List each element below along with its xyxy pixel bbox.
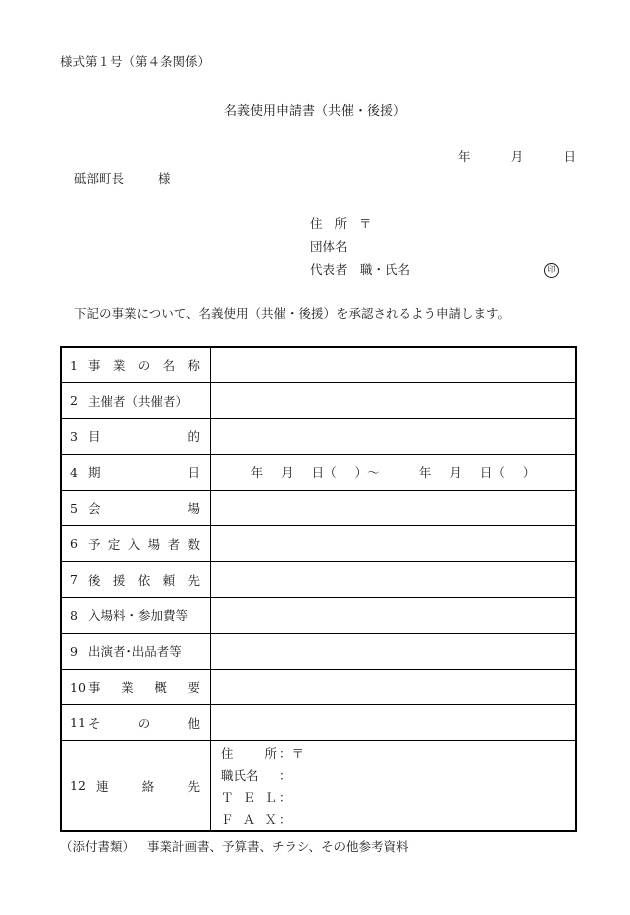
table-row xyxy=(61,562,576,598)
period-end-year: 年 xyxy=(418,465,432,481)
table-row xyxy=(61,598,576,634)
label-char: Ｅ xyxy=(242,789,256,805)
table-row xyxy=(61,669,576,705)
venue-field[interactable] xyxy=(211,490,577,526)
table-row xyxy=(61,741,576,831)
label-char: 所 xyxy=(264,745,277,761)
address-char-1: 住 xyxy=(310,216,323,231)
label-char: 他 xyxy=(187,715,200,731)
label-char: Ｘ xyxy=(264,811,277,827)
contact-tel-line xyxy=(211,786,575,808)
row-number: 11 xyxy=(70,715,86,731)
row-label xyxy=(61,598,211,634)
date-year-label: 年 xyxy=(458,149,471,164)
label-char: 依 xyxy=(137,572,151,588)
label-char: 住 xyxy=(221,745,234,761)
label-char: 先 xyxy=(187,572,200,588)
row-number: 12 xyxy=(70,778,86,794)
label-char: 日 xyxy=(187,465,200,481)
purpose-field[interactable] xyxy=(211,419,577,455)
row-label xyxy=(61,347,211,383)
label-char: 頼 xyxy=(162,572,176,588)
organizer-field[interactable] xyxy=(211,383,577,419)
period-start-weekday-close: ）～ xyxy=(354,465,380,481)
label-char: 入 xyxy=(127,536,141,552)
contact-name-line xyxy=(211,764,575,786)
label-char: 先 xyxy=(187,778,200,794)
expected-attendance-field[interactable] xyxy=(211,526,577,562)
period-field[interactable] xyxy=(211,454,577,490)
label-char: 連 xyxy=(96,778,109,794)
table-row xyxy=(61,633,576,669)
label-char: 期 xyxy=(88,465,101,481)
label-char: Ａ xyxy=(242,811,256,827)
postal-mark: 〒 xyxy=(359,216,372,231)
contact-address-line xyxy=(211,742,575,764)
table-row xyxy=(61,490,576,526)
row-label xyxy=(61,562,211,598)
contact-field[interactable] xyxy=(211,741,577,831)
performers-field[interactable] xyxy=(211,633,577,669)
label-char: 場 xyxy=(187,501,200,517)
date-month-label: 月 xyxy=(510,149,524,164)
table-row xyxy=(61,347,576,383)
label-char: 会 xyxy=(88,501,101,517)
label-char: 的 xyxy=(187,429,200,445)
row-label xyxy=(61,419,211,455)
row-label xyxy=(61,490,211,526)
attachments-label: （添付書類） xyxy=(60,839,136,854)
label-char: 称 xyxy=(187,358,200,374)
row-number: 3 xyxy=(70,428,78,444)
contact-name-value: ： xyxy=(279,767,292,783)
addressee-honorific: 様 xyxy=(157,171,171,186)
contact-fax-value: ： xyxy=(279,811,292,827)
row-number: 2 xyxy=(70,393,78,409)
label-char: Ｌ xyxy=(264,789,277,805)
label-char: 事 xyxy=(88,358,101,374)
addressee-name: 砥部町長 xyxy=(74,171,125,186)
label-text: 入場料・参加費等 xyxy=(88,608,189,624)
row-label xyxy=(61,741,211,831)
row-label xyxy=(61,705,211,741)
label-char: 絡 xyxy=(141,778,155,794)
period-start-day: 日（ xyxy=(311,465,337,481)
label-char: 定 xyxy=(107,536,121,552)
row-number: 4 xyxy=(70,464,78,480)
label-char: 後 xyxy=(88,572,101,588)
attachments-text: 事業計画書、予算書、チラシ、その他参考資料 xyxy=(147,839,409,854)
row-label xyxy=(61,454,211,490)
label-char: 名 xyxy=(162,358,176,374)
label-char: 業 xyxy=(121,680,134,696)
applicant-address xyxy=(310,214,372,232)
label-char: 目 xyxy=(88,429,101,445)
table-row xyxy=(61,419,576,455)
label-char: 数 xyxy=(187,536,200,552)
label-text: 職氏名 xyxy=(221,767,259,783)
label-char: の xyxy=(137,715,151,731)
row-number: 7 xyxy=(70,572,78,588)
addressee xyxy=(74,169,171,187)
period-template xyxy=(211,463,575,481)
label-char: 予 xyxy=(88,536,101,552)
table-row xyxy=(61,526,576,562)
project-name-field[interactable] xyxy=(211,347,577,383)
label-char: 事 xyxy=(88,680,101,696)
period-start-month: 月 xyxy=(281,465,294,481)
label-char: 援 xyxy=(112,572,126,588)
table-row xyxy=(61,383,576,419)
date-day-label: 日 xyxy=(563,149,576,164)
applicant-org-label: 団体名 xyxy=(310,239,348,254)
period-end-day: 日（ xyxy=(479,465,505,481)
row-number: 9 xyxy=(70,643,78,659)
label-char: 場 xyxy=(147,536,161,552)
label-char: 概 xyxy=(154,680,167,696)
page-title: 名義使用申請書（共催・後援） xyxy=(223,104,406,119)
label-char: 者 xyxy=(167,536,181,552)
row-number: 1 xyxy=(70,357,78,373)
label-char: Ｔ xyxy=(221,789,234,805)
project-summary-field[interactable] xyxy=(211,669,577,705)
row-label xyxy=(61,383,211,419)
row-label xyxy=(61,526,211,562)
admission-fee-field[interactable] xyxy=(211,598,577,634)
seal-mark xyxy=(544,260,559,278)
contact-fax-line xyxy=(211,808,575,830)
other-field[interactable] xyxy=(211,705,577,741)
row-number: 5 xyxy=(70,500,78,516)
address-char-2: 所 xyxy=(334,216,348,231)
row-label xyxy=(61,633,211,669)
label-char: の xyxy=(137,358,151,374)
form-number: 様式第１号（第４条関係） xyxy=(60,54,211,69)
row-label xyxy=(61,669,211,705)
period-end-month: 月 xyxy=(449,465,462,481)
label-char: そ xyxy=(88,715,101,731)
seal-icon: 印 xyxy=(544,263,559,278)
row-number: 10 xyxy=(70,679,86,695)
contact-address-value: ：〒 xyxy=(279,745,305,761)
application-table xyxy=(60,346,577,832)
label-char: 要 xyxy=(187,680,200,696)
sponsor-request-field[interactable] xyxy=(211,562,577,598)
attachments xyxy=(60,837,409,855)
label-text: 主催者（共催者） xyxy=(88,393,189,409)
applicant-rep-label: 代表者 職・氏名 xyxy=(310,262,411,277)
row-number: 8 xyxy=(70,607,78,623)
period-end-weekday-close: ） xyxy=(522,465,536,481)
period-start-year: 年 xyxy=(250,465,264,481)
label-text: 出演者･出品者等 xyxy=(88,644,182,660)
contact-tel-value: ： xyxy=(279,789,292,805)
label-char: Ｆ xyxy=(221,811,234,827)
table-row xyxy=(61,454,576,490)
intro-text: 下記の事業について、名義使用（共催・後援）を承認されるよう申請します。 xyxy=(74,306,511,321)
row-number: 6 xyxy=(70,536,78,552)
label-char: 業 xyxy=(112,358,126,374)
table-row xyxy=(61,705,576,741)
date-line xyxy=(458,147,576,165)
